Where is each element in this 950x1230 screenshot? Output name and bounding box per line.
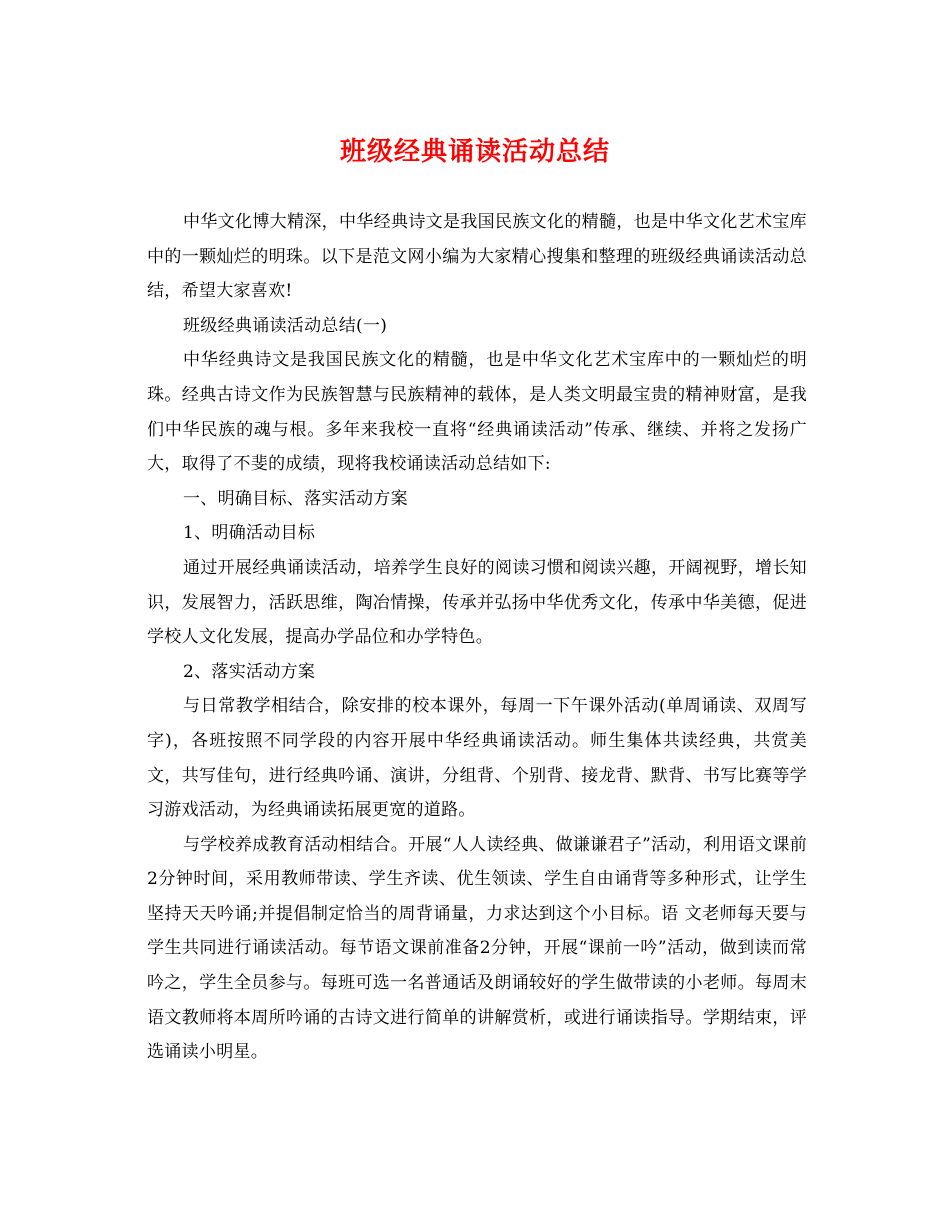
document-title: 班级经典诵读活动总结	[339, 137, 610, 167]
section-heading: 班级经典诵读活动总结(一)	[183, 315, 388, 336]
paragraph: 通过开展经典诵读活动，培养学生良好的阅读习惯和阅读兴趣，开阔视野，增长知识，发展智力，活跃思维，陶冶情操，传承并弘扬中华优秀文化，传承中华美德，促进学校人文化发展，提高办学品位和办学特色。	[147, 557, 807, 648]
subsection-heading: 一、明确目标、落实活动方案	[183, 488, 408, 509]
document-body	[147, 205, 807, 1070]
subsection-heading: 2、落实活动方案	[183, 661, 316, 682]
paragraph: 与日常教学相结合，除安排的校本课外，每周一下午课外活动(单周诵读、双周写字)，各班按照不同学段的内容开展中华经典诵读活动。师生集体共读经典，共赏美文，共写佳句，进行经典吟诵、演讲，分组背、个别背、接龙背、默背、书写比赛等学习游戏活动，为经典诵读拓展更宽的道路。	[147, 696, 807, 821]
subsection-heading: 1、明确活动目标	[183, 523, 316, 544]
paragraph: 中华经典诗文是我国民族文化的精髓，也是中华文化艺术宝库中的一颗灿烂的明珠。经典古诗文作为民族智慧与民族精神的载体，是人类文明最宝贵的精神财富，是我们中华民族的魂与根。多年来我校一直将“经典诵读活动”传承、继续、并将之发扬广大，取得了不斐的成绩，现将我校诵读活动总结如下:	[147, 350, 807, 475]
paragraph-intro: 中华文化博大精深，中华经典诗文是我国民族文化的精髓，也是中华文化艺术宝库中的一颗灿烂的明珠。以下是范文网小编为大家精心搜集和整理的班级经典诵读活动总结，希望大家喜欢!	[147, 212, 807, 302]
paragraph: 与学校养成教育活动相结合。开展“人人读经典、做谦谦君子”活动，利用语文课前2分钟时间，采用教师带读、学生齐读、优生领读、学生自由诵背等多种形式，让学生坚持天天吟诵;并提倡制定恰当的周背诵量，力求达到这个小目标。语 文老师每天要与学生共同进行诵读活动。每节语文课前准备2分钟，开展“课前一吟”活动，做到读而常吟之，学生全员参与。每班可选一名普通话及朗诵较好的学生做带读的小老师。每周末语文教师将本周所吟诵的古诗文进行简单的讲解赏析，或进行诵读指导。学期结束，评选诵读小明星。	[147, 834, 807, 1063]
